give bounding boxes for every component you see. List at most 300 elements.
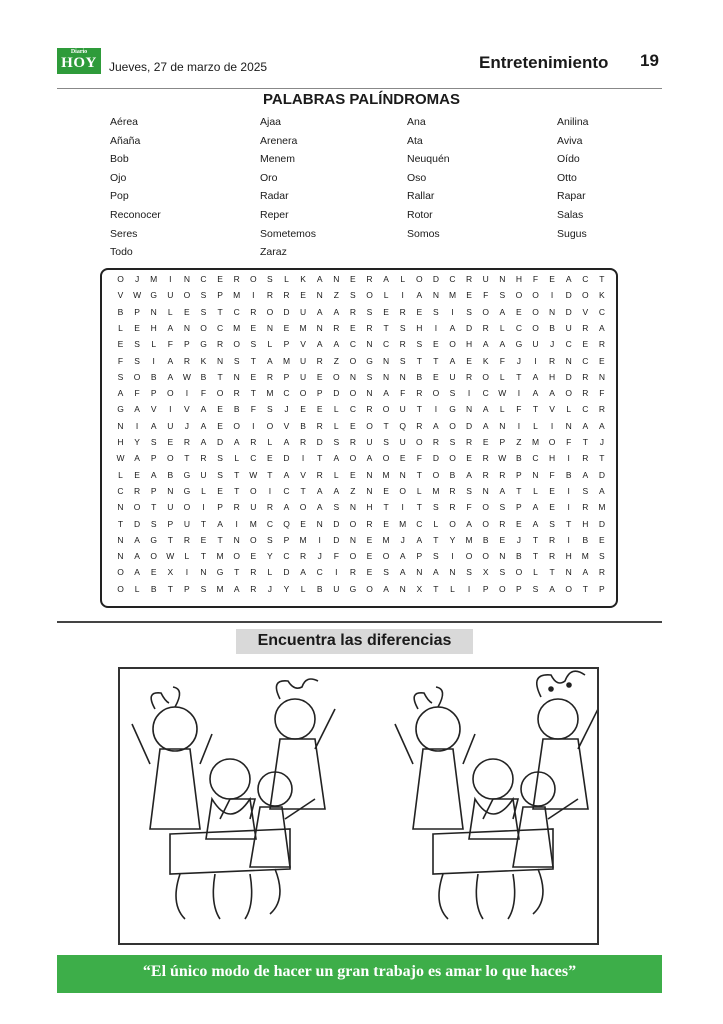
grid-letter[interactable]: G [150,290,157,301]
grid-letter[interactable]: J [184,420,190,431]
grid-letter[interactable]: P [416,551,423,562]
grid-letter[interactable]: O [532,290,539,301]
grid-letter[interactable]: A [599,485,605,496]
grid-letter[interactable]: L [433,518,439,529]
grid-letter[interactable]: N [565,355,572,366]
grid-letter[interactable]: E [383,518,389,529]
grid-letter[interactable]: R [416,420,423,431]
grid-letter[interactable]: B [582,534,589,545]
grid-letter[interactable]: E [200,534,207,545]
grid-letter[interactable]: A [482,420,489,431]
grid-letter[interactable]: O [449,420,456,431]
grid-letter[interactable]: B [416,371,423,382]
grid-letter[interactable]: N [383,371,390,382]
grid-letter[interactable]: A [150,469,157,480]
grid-letter[interactable]: T [151,502,157,513]
grid-letter[interactable]: D [432,274,439,284]
grid-letter[interactable]: E [250,371,257,382]
grid-letter[interactable]: S [350,290,356,301]
grid-letter[interactable]: A [399,567,406,578]
grid-letter[interactable]: R [598,339,605,350]
grid-letter[interactable]: E [549,274,555,284]
grid-letter[interactable]: B [516,551,522,562]
grid-letter[interactable]: P [184,583,190,594]
grid-letter[interactable]: R [466,371,473,382]
grid-letter[interactable]: L [333,469,339,480]
grid-letter[interactable]: T [200,518,207,529]
grid-letter[interactable]: O [415,437,423,447]
grid-letter[interactable]: C [383,339,390,350]
grid-letter[interactable]: I [517,420,521,431]
grid-letter[interactable]: F [499,355,505,366]
grid-letter[interactable]: A [532,371,539,382]
grid-letter[interactable]: O [432,388,440,399]
grid-letter[interactable]: B [200,371,207,382]
grid-letter[interactable]: O [399,485,406,496]
grid-letter[interactable]: T [117,518,124,529]
grid-letter[interactable]: N [366,339,373,350]
grid-letter[interactable]: N [482,485,489,496]
grid-letter[interactable]: M [249,518,257,529]
grid-letter[interactable]: H [416,322,423,333]
grid-letter[interactable]: K [300,274,306,284]
grid-letter[interactable]: O [432,469,440,480]
grid-letter[interactable]: J [267,583,273,594]
grid-letter[interactable]: E [599,534,605,545]
grid-letter[interactable]: I [451,306,454,317]
grid-letter[interactable]: T [599,453,605,464]
grid-letter[interactable]: F [516,404,522,415]
grid-letter[interactable]: U [449,371,456,382]
grid-letter[interactable]: O [465,551,473,562]
grid-letter[interactable]: A [333,453,340,464]
grid-letter[interactable]: A [150,420,157,431]
grid-letter[interactable]: H [150,322,157,333]
grid-letter[interactable]: A [416,534,423,545]
grid-letter[interactable]: T [433,355,439,366]
grid-letter[interactable]: O [349,388,357,399]
grid-letter[interactable]: N [316,518,323,529]
grid-letter[interactable]: D [333,534,340,545]
grid-letter[interactable]: O [150,551,157,562]
grid-letter[interactable]: R [582,453,589,464]
grid-letter[interactable]: A [117,388,124,399]
grid-letter[interactable]: G [515,339,523,350]
grid-letter[interactable]: S [599,551,605,562]
grid-letter[interactable]: J [400,534,405,545]
grid-letter[interactable]: O [532,306,539,317]
grid-letter[interactable]: E [383,485,389,496]
grid-letter[interactable]: O [233,339,240,350]
grid-letter[interactable]: T [433,534,439,545]
grid-letter[interactable]: E [366,551,373,562]
grid-letter[interactable]: S [134,339,140,350]
grid-letter[interactable]: R [549,534,556,545]
grid-letter[interactable]: A [134,551,140,562]
grid-letter[interactable]: I [135,420,139,431]
grid-letter[interactable]: U [250,502,257,513]
grid-letter[interactable]: A [316,485,323,496]
grid-letter[interactable]: X [416,583,423,594]
grid-letter[interactable]: N [565,420,572,431]
grid-letter[interactable]: A [333,339,340,350]
grid-letter[interactable]: G [183,485,191,496]
grid-letter[interactable]: A [316,274,323,284]
grid-letter[interactable]: A [416,290,423,301]
grid-letter[interactable]: O [349,453,357,464]
grid-letter[interactable]: L [300,583,306,594]
grid-letter[interactable]: L [284,274,289,284]
grid-letter[interactable]: E [599,355,605,366]
grid-letter[interactable]: P [150,388,157,399]
grid-letter[interactable]: Z [350,485,356,496]
grid-letter[interactable]: W [498,453,507,464]
grid-letter[interactable]: M [598,502,606,513]
grid-letter[interactable]: R [499,469,506,480]
grid-letter[interactable]: D [134,518,141,529]
grid-letter[interactable]: O [498,583,506,594]
grid-letter[interactable]: A [366,453,373,464]
grid-letter[interactable]: W [498,388,507,399]
grid-letter[interactable]: O [117,583,124,594]
grid-letter[interactable]: I [185,567,189,578]
grid-letter[interactable]: T [267,469,273,480]
grid-letter[interactable]: F [549,469,555,480]
grid-letter[interactable]: C [515,322,522,333]
grid-letter[interactable]: H [549,371,556,382]
grid-letter[interactable]: R [399,306,406,317]
grid-letter[interactable]: N [499,551,506,562]
grid-letter[interactable]: U [565,322,572,333]
grid-letter[interactable]: R [366,274,373,284]
grid-letter[interactable]: E [117,339,124,350]
grid-letter[interactable]: P [516,502,522,513]
grid-letter[interactable]: U [399,404,406,415]
grid-letter[interactable]: M [382,469,390,480]
grid-letter[interactable]: O [233,551,240,562]
grid-letter[interactable]: A [200,420,207,431]
grid-letter[interactable]: O [482,306,489,317]
grid-letter[interactable]: O [233,420,240,431]
grid-letter[interactable]: A [134,404,140,415]
grid-letter[interactable]: A [217,518,223,529]
grid-letter[interactable]: L [267,339,273,350]
grid-letter[interactable]: A [283,437,290,447]
grid-letter[interactable]: S [549,518,555,529]
grid-letter[interactable]: I [202,502,205,513]
grid-letter[interactable]: N [532,469,539,480]
grid-letter[interactable]: N [598,371,605,382]
grid-letter[interactable]: T [566,518,572,529]
grid-letter[interactable]: O [183,502,191,513]
grid-letter[interactable]: D [466,420,473,431]
grid-letter[interactable]: T [516,371,522,382]
grid-letter[interactable]: A [499,339,506,350]
grid-letter[interactable]: L [400,274,406,284]
grid-letter[interactable]: D [565,290,572,301]
grid-letter[interactable]: M [432,485,440,496]
grid-letter[interactable]: I [301,453,305,464]
grid-letter[interactable]: L [201,485,206,496]
grid-letter[interactable]: D [333,388,340,399]
grid-letter[interactable]: S [383,567,389,578]
grid-letter[interactable]: N [117,551,124,562]
grid-letter[interactable]: O [332,371,340,382]
grid-letter[interactable]: R [250,437,257,447]
grid-letter[interactable]: O [515,290,523,301]
grid-letter[interactable]: B [150,583,157,594]
grid-letter[interactable]: R [266,371,273,382]
grid-letter[interactable]: E [250,551,257,562]
grid-letter[interactable]: K [599,290,605,301]
grid-letter[interactable]: A [482,339,489,350]
grid-letter[interactable]: R [134,485,141,496]
grid-letter[interactable]: D [466,322,473,333]
grid-letter[interactable]: P [499,437,506,447]
grid-letter[interactable]: T [250,388,256,399]
grid-letter[interactable]: M [531,437,540,447]
grid-letter[interactable]: I [235,518,238,529]
grid-letter[interactable]: R [183,355,190,366]
grid-letter[interactable]: V [117,290,124,301]
grid-letter[interactable]: J [599,437,605,447]
grid-letter[interactable]: E [150,567,157,578]
grid-letter[interactable]: S [466,485,472,496]
grid-letter[interactable]: E [316,404,323,415]
grid-letter[interactable]: T [599,274,605,284]
grid-letter[interactable]: U [183,518,190,529]
grid-letter[interactable]: T [217,306,223,317]
grid-letter[interactable]: C [349,404,356,415]
grid-letter[interactable]: P [217,290,223,301]
grid-letter[interactable]: R [316,469,323,480]
grid-letter[interactable]: G [183,469,191,480]
grid-letter[interactable]: F [134,388,140,399]
spot-the-difference-picture[interactable] [118,667,599,945]
grid-letter[interactable]: G [216,567,224,578]
grid-letter[interactable]: B [233,404,240,415]
grid-letter[interactable]: T [516,485,522,496]
grid-letter[interactable]: S [233,355,240,366]
grid-letter[interactable]: F [466,502,472,513]
grid-letter[interactable]: P [217,502,223,513]
grid-letter[interactable]: R [399,339,406,350]
grid-letter[interactable]: S [333,437,340,447]
grid-letter[interactable]: E [466,290,472,301]
grid-letter[interactable]: M [382,534,390,545]
grid-letter[interactable]: T [416,502,422,513]
grid-letter[interactable]: O [565,388,572,399]
grid-letter[interactable]: M [399,518,407,529]
grid-letter[interactable]: M [216,551,224,562]
grid-letter[interactable]: M [282,355,291,366]
grid-letter[interactable]: A [200,404,207,415]
grid-letter[interactable]: N [349,502,356,513]
grid-letter[interactable]: U [167,290,174,301]
grid-letter[interactable]: R [316,355,323,366]
grid-letter[interactable]: R [200,453,207,464]
grid-letter[interactable]: O [482,518,489,529]
grid-letter[interactable]: R [466,437,473,447]
grid-letter[interactable]: I [268,485,272,496]
grid-letter[interactable]: A [200,437,207,447]
grid-letter[interactable]: E [350,420,356,431]
grid-letter[interactable]: E [217,274,223,284]
grid-letter[interactable]: Q [283,518,290,529]
grid-letter[interactable]: O [449,518,456,529]
grid-letter[interactable]: R [466,274,473,284]
grid-letter[interactable]: D [333,518,340,529]
grid-letter[interactable]: F [483,290,489,301]
grid-letter[interactable]: R [266,502,273,513]
grid-letter[interactable]: E [350,322,356,333]
grid-letter[interactable]: U [300,355,307,366]
grid-letter[interactable]: L [533,420,538,431]
grid-letter[interactable]: O [266,306,274,317]
grid-letter[interactable]: S [383,437,389,447]
grid-letter[interactable]: N [183,322,190,333]
grid-letter[interactable]: N [399,469,406,480]
grid-letter[interactable]: T [300,485,306,496]
grid-letter[interactable]: S [366,371,373,382]
grid-letter[interactable]: L [333,404,339,415]
grid-letter[interactable]: F [400,388,406,399]
grid-letter[interactable]: I [451,551,454,562]
grid-letter[interactable]: I [401,502,404,513]
grid-letter[interactable]: I [467,388,471,399]
grid-letter[interactable]: A [565,274,572,284]
grid-letter[interactable]: S [134,355,140,366]
grid-letter[interactable]: A [466,518,472,529]
grid-letter[interactable]: X [167,567,174,578]
grid-letter[interactable]: S [267,274,273,284]
grid-letter[interactable]: C [582,274,589,284]
grid-letter[interactable]: N [366,485,373,496]
grid-letter[interactable]: T [317,453,323,464]
grid-letter[interactable]: N [449,567,456,578]
grid-letter[interactable]: O [366,583,373,594]
grid-letter[interactable]: F [200,388,207,399]
grid-letter[interactable]: U [200,469,207,480]
grid-letter[interactable]: R [266,290,273,301]
grid-letter[interactable]: R [349,567,356,578]
grid-letter[interactable]: S [416,339,423,350]
grid-letter[interactable]: A [532,518,539,529]
grid-letter[interactable]: V [582,306,589,317]
grid-letter[interactable]: L [499,322,505,333]
grid-letter[interactable]: O [299,502,307,513]
grid-letter[interactable]: C [598,306,605,317]
grid-letter[interactable]: T [250,355,256,366]
grid-letter[interactable]: R [333,322,340,333]
grid-letter[interactable]: A [167,355,174,366]
grid-letter[interactable]: P [184,339,190,350]
grid-letter[interactable]: U [300,371,307,382]
grid-letter[interactable]: S [499,567,506,578]
grid-letter[interactable]: L [151,339,157,350]
grid-letter[interactable]: C [582,355,589,366]
grid-letter[interactable]: S [399,322,406,333]
grid-letter[interactable]: M [150,274,158,284]
grid-letter[interactable]: O [532,322,539,333]
grid-letter[interactable]: N [366,388,373,399]
grid-letter[interactable]: O [382,404,390,415]
grid-letter[interactable]: R [183,437,190,447]
grid-letter[interactable]: T [383,420,389,431]
grid-letter[interactable]: N [200,567,207,578]
grid-letter[interactable]: D [432,453,439,464]
grid-letter[interactable]: P [599,583,605,594]
grid-letter[interactable]: O [349,355,357,366]
grid-letter[interactable]: C [349,339,356,350]
grid-letter[interactable]: N [233,371,240,382]
grid-letter[interactable]: G [200,339,207,350]
grid-letter[interactable]: N [466,404,473,415]
grid-letter[interactable]: N [366,469,373,480]
grid-letter[interactable]: T [200,551,207,562]
grid-letter[interactable]: T [234,485,240,496]
grid-letter[interactable]: P [150,453,157,464]
grid-letter[interactable]: R [349,306,356,317]
grid-letter[interactable]: S [433,551,439,562]
grid-letter[interactable]: E [466,453,472,464]
grid-letter[interactable]: E [366,534,373,545]
grid-letter[interactable]: E [167,437,174,447]
grid-letter[interactable]: O [366,420,373,431]
grid-letter[interactable]: D [565,306,572,317]
grid-letter[interactable]: N [117,534,124,545]
grid-letter[interactable]: E [267,453,273,464]
grid-letter[interactable]: D [283,567,290,578]
grid-letter[interactable]: E [217,404,223,415]
grid-letter[interactable]: O [366,290,373,301]
grid-letter[interactable]: F [167,339,173,350]
grid-letter[interactable]: T [234,469,240,480]
grid-letter[interactable]: O [117,567,124,578]
grid-letter[interactable]: O [249,534,257,545]
grid-letter[interactable]: R [449,502,456,513]
grid-letter[interactable]: P [516,469,522,480]
grid-letter[interactable]: O [133,371,141,382]
grid-letter[interactable]: A [532,388,539,399]
grid-letter[interactable]: A [532,502,539,513]
grid-letter[interactable]: S [499,290,506,301]
grid-letter[interactable]: P [283,339,290,350]
grid-letter[interactable]: C [449,274,456,284]
grid-letter[interactable]: M [299,534,307,545]
grid-letter[interactable]: U [333,583,340,594]
grid-letter[interactable]: N [549,306,556,317]
grid-letter[interactable]: A [582,469,589,480]
grid-letter[interactable]: I [434,404,438,415]
grid-letter[interactable]: B [565,469,572,480]
grid-letter[interactable]: B [316,583,323,594]
grid-letter[interactable]: U [399,437,406,447]
grid-letter[interactable]: G [117,404,124,415]
grid-letter[interactable]: I [152,355,155,366]
grid-letter[interactable]: A [466,469,472,480]
grid-letter[interactable]: L [416,485,422,496]
grid-letter[interactable]: R [582,371,589,382]
grid-letter[interactable]: A [383,388,389,399]
grid-letter[interactable]: R [233,502,240,513]
grid-letter[interactable]: F [532,274,539,284]
grid-letter[interactable]: T [549,567,555,578]
grid-letter[interactable]: J [516,355,522,366]
grid-letter[interactable]: O [133,502,141,513]
grid-letter[interactable]: J [549,339,555,350]
grid-letter[interactable]: R [183,534,190,545]
